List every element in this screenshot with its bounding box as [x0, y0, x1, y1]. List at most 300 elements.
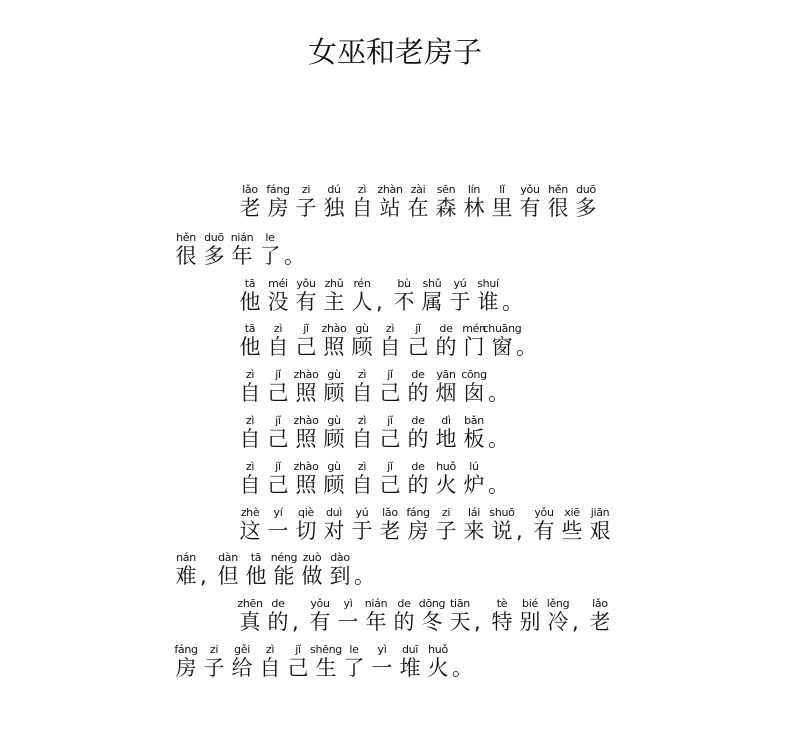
punctuation	[292, 597, 306, 635]
pinyin-label: zhào	[293, 368, 319, 381]
character-unit	[200, 231, 228, 269]
pinyin-label: mén	[462, 322, 486, 335]
pinyin-label: bié	[522, 597, 538, 610]
pinyin-label: zhàn	[377, 183, 403, 196]
hanzi-character: 囱	[463, 381, 485, 405]
hanzi-character: 些	[561, 519, 583, 543]
pinyin-label: méi	[268, 277, 288, 290]
hanzi-character: 很	[175, 244, 197, 268]
pinyin-label: shǔ	[422, 277, 442, 290]
character-unit	[292, 460, 320, 498]
hanzi-character: 的	[407, 473, 429, 497]
hanzi-character: 做	[301, 564, 323, 588]
pinyin-label: zhào	[293, 460, 319, 473]
hanzi-character: 了	[343, 656, 365, 680]
hanzi-character: 照	[295, 427, 317, 451]
hanzi-character: 顾	[323, 381, 345, 405]
hanzi-character: 。	[284, 244, 305, 268]
pinyin-label: jǐ	[275, 460, 281, 473]
character-unit	[376, 322, 404, 360]
character-unit	[558, 506, 586, 544]
character-unit	[264, 368, 292, 406]
character-unit	[446, 277, 474, 315]
character-unit	[326, 551, 354, 589]
hanzi-character: 多	[575, 196, 597, 220]
character-unit	[236, 460, 264, 498]
hanzi-character: 给	[231, 656, 253, 680]
punctuation	[488, 368, 509, 406]
hanzi-character: 没	[267, 290, 289, 314]
pinyin-label: jiān	[590, 506, 610, 519]
pinyin-label: tiān	[450, 597, 470, 610]
hanzi-character: 真	[239, 610, 261, 634]
hanzi-character: 自	[239, 381, 261, 405]
character-unit	[390, 597, 418, 635]
pinyin-label: nián	[364, 597, 388, 610]
hanzi-character: 火	[435, 473, 457, 497]
pinyin-label: jǐ	[415, 322, 421, 335]
character-unit	[404, 322, 432, 360]
character-unit	[172, 643, 200, 681]
pinyin-label: duì	[325, 506, 343, 519]
hanzi-character: 年	[231, 244, 253, 268]
pinyin-label: néng	[270, 551, 298, 564]
hanzi-character: 房	[175, 656, 197, 680]
pinyin-label: lǎo	[382, 506, 398, 519]
pinyin-label: zì	[357, 414, 367, 427]
character-unit	[460, 183, 488, 221]
character-unit	[474, 277, 502, 315]
hanzi-character: 站	[379, 196, 401, 220]
hanzi-character: 属	[421, 290, 443, 314]
pinyin-label: gěi	[234, 643, 250, 656]
character-unit	[586, 597, 614, 635]
character-unit	[320, 183, 348, 221]
pinyin-label: zì	[357, 183, 367, 196]
pinyin-label: zhào	[293, 414, 319, 427]
character-unit	[340, 643, 368, 681]
pinyin-label: zài	[410, 183, 426, 196]
character-unit	[404, 506, 432, 544]
page-title: 女巫和老房子	[307, 35, 482, 69]
hanzi-character: 他	[239, 335, 261, 359]
hanzi-character: 子	[203, 656, 225, 680]
hanzi-character: 人	[351, 290, 373, 314]
pinyin-label: tā	[244, 322, 256, 335]
character-unit	[362, 597, 390, 635]
pinyin-label: fáng	[174, 643, 198, 656]
pinyin-label: zì	[245, 460, 255, 473]
hanzi-character: 窗	[491, 335, 513, 359]
pinyin-label: jǐ	[387, 368, 393, 381]
pinyin-label: lái	[468, 506, 480, 519]
character-unit	[256, 231, 284, 269]
character-unit	[306, 597, 334, 635]
pinyin-label: de	[397, 597, 411, 610]
hanzi-character: 。	[488, 427, 509, 451]
pinyin-label: shēng	[310, 643, 342, 656]
hanzi-character: 在	[407, 196, 429, 220]
character-unit	[348, 460, 376, 498]
hanzi-character: ,	[376, 290, 383, 314]
character-unit	[214, 551, 242, 589]
hanzi-character: 。	[488, 473, 509, 497]
text-line	[236, 322, 537, 360]
hanzi-character: 独	[323, 196, 345, 220]
hanzi-character: 有	[309, 610, 331, 634]
hanzi-character: 炉	[463, 473, 485, 497]
character-unit	[264, 597, 292, 635]
hanzi-character: 说	[491, 519, 513, 543]
pinyin-label: le	[349, 643, 359, 656]
character-unit	[488, 506, 516, 544]
punctuation	[488, 460, 509, 498]
pinyin-label: yú	[355, 506, 369, 519]
pinyin-label: le	[265, 231, 275, 244]
character-unit	[172, 231, 200, 269]
character-unit	[292, 183, 320, 221]
character-unit	[256, 643, 284, 681]
character-unit	[516, 597, 544, 635]
text-line	[172, 551, 375, 589]
hanzi-character: 照	[295, 381, 317, 405]
character-unit	[446, 597, 474, 635]
hanzi-character: 主	[323, 290, 345, 314]
character-unit	[404, 368, 432, 406]
character-unit	[432, 368, 460, 406]
hanzi-character: 有	[519, 196, 541, 220]
pinyin-label: yì	[377, 643, 387, 656]
hanzi-character: 生	[315, 656, 337, 680]
hanzi-character: 林	[463, 196, 485, 220]
hanzi-character: 己	[287, 656, 309, 680]
pinyin-label: jǐ	[387, 414, 393, 427]
hanzi-character: 。	[516, 335, 537, 359]
pinyin-label: chuāng	[482, 322, 522, 335]
hanzi-character: 的	[407, 381, 429, 405]
character-unit	[236, 277, 264, 315]
pinyin-label: duō	[204, 231, 224, 244]
character-unit	[376, 460, 404, 498]
hanzi-character: 。	[502, 290, 523, 314]
hanzi-character: 。	[354, 564, 375, 588]
pinyin-label: zì	[273, 322, 283, 335]
hanzi-character: 子	[435, 519, 457, 543]
character-unit	[270, 551, 298, 589]
hanzi-character: 己	[407, 335, 429, 359]
character-unit	[460, 506, 488, 544]
hanzi-character: 难	[175, 564, 197, 588]
character-unit	[544, 597, 572, 635]
pinyin-label: jǐ	[275, 414, 281, 427]
pinyin-label: zì	[245, 414, 255, 427]
hanzi-character: 的	[435, 335, 457, 359]
hanzi-character: 板	[463, 427, 485, 451]
pinyin-label: dào	[330, 551, 350, 564]
character-unit	[292, 322, 320, 360]
character-unit	[530, 506, 558, 544]
character-unit	[292, 277, 320, 315]
pinyin-label: gù	[327, 368, 341, 381]
pinyin-label: rén	[353, 277, 371, 290]
character-unit	[432, 460, 460, 498]
pinyin-label: gù	[355, 322, 369, 335]
hanzi-character: 的	[407, 427, 429, 451]
pinyin-label: gù	[327, 460, 341, 473]
hanzi-character: 不	[393, 290, 415, 314]
pinyin-label: shuō	[489, 506, 515, 519]
hanzi-character: 特	[491, 610, 513, 634]
pinyin-label: sēn	[436, 183, 456, 196]
character-unit	[284, 643, 312, 681]
character-unit	[368, 643, 396, 681]
text-line	[236, 460, 509, 498]
pinyin-label: yǒu	[520, 183, 540, 196]
character-unit	[236, 183, 264, 221]
text-line	[236, 506, 614, 544]
character-unit	[348, 368, 376, 406]
hanzi-character: 己	[379, 473, 401, 497]
pinyin-label: zì	[245, 368, 255, 381]
pinyin-label: hěn	[176, 231, 196, 244]
punctuation	[452, 643, 473, 681]
character-unit	[334, 597, 362, 635]
hanzi-character: 但	[217, 564, 239, 588]
character-unit	[320, 506, 348, 544]
pinyin-label: de	[271, 597, 285, 610]
character-unit	[264, 277, 292, 315]
pinyin-label: lú	[469, 460, 479, 473]
hanzi-character: 于	[351, 519, 373, 543]
character-unit	[264, 414, 292, 452]
pinyin-label: cōng	[461, 368, 487, 381]
character-unit	[424, 643, 452, 681]
pinyin-label: lǎo	[242, 183, 258, 196]
character-unit	[228, 231, 256, 269]
hanzi-character: 自	[259, 656, 281, 680]
character-unit	[348, 322, 376, 360]
pinyin-label: tè	[496, 597, 508, 610]
hanzi-character: 。	[452, 656, 473, 680]
character-unit	[264, 506, 292, 544]
hanzi-character: 别	[519, 610, 541, 634]
hanzi-character: 一	[371, 656, 393, 680]
pinyin-label: zhè	[240, 506, 260, 519]
pinyin-label: de	[411, 414, 425, 427]
hanzi-character: 冷	[547, 610, 569, 634]
hanzi-character: 里	[491, 196, 513, 220]
pinyin-label: duī	[401, 643, 419, 656]
character-unit	[292, 506, 320, 544]
pinyin-label: jǐ	[295, 643, 301, 656]
hanzi-character: 很	[547, 196, 569, 220]
hanzi-character: 的	[393, 610, 415, 634]
hanzi-character: 自	[351, 427, 373, 451]
character-unit	[390, 277, 418, 315]
pinyin-label: zhēn	[237, 597, 263, 610]
pinyin-label: lǐ	[499, 183, 505, 196]
pinyin-label: zì	[385, 322, 395, 335]
hanzi-character: 顾	[323, 473, 345, 497]
character-unit	[418, 277, 446, 315]
pinyin-label: fáng	[266, 183, 290, 196]
hanzi-character: 能	[273, 564, 295, 588]
hanzi-character: 自	[239, 427, 261, 451]
pinyin-label: lěng	[546, 597, 570, 610]
character-unit	[320, 322, 348, 360]
hanzi-character: 门	[463, 335, 485, 359]
pinyin-label: qiè	[298, 506, 314, 519]
hanzi-character: 自	[239, 473, 261, 497]
character-unit	[242, 551, 270, 589]
pinyin-label: zì	[357, 460, 367, 473]
character-unit	[236, 414, 264, 452]
hanzi-character: 年	[365, 610, 387, 634]
hanzi-character: 冬	[421, 610, 443, 634]
character-unit	[236, 368, 264, 406]
pinyin-label: zì	[265, 643, 275, 656]
hanzi-character: 老	[239, 196, 261, 220]
character-unit	[404, 460, 432, 498]
character-unit	[376, 414, 404, 452]
punctuation	[516, 506, 530, 544]
hanzi-character: 老	[379, 519, 401, 543]
hanzi-character: 己	[379, 381, 401, 405]
pinyin-label: yǒu	[296, 277, 316, 290]
character-unit	[298, 551, 326, 589]
pinyin-label: jǐ	[303, 322, 309, 335]
pinyin-label: nián	[230, 231, 254, 244]
punctuation	[572, 597, 586, 635]
hanzi-character: 谁	[477, 290, 499, 314]
character-unit	[376, 506, 404, 544]
pinyin-label: zì	[357, 368, 367, 381]
character-unit	[482, 322, 522, 360]
hanzi-character: 了	[259, 244, 281, 268]
pinyin-label: tā	[244, 277, 256, 290]
character-unit	[516, 183, 544, 221]
character-unit	[572, 183, 600, 221]
pinyin-label: huǒ	[428, 643, 448, 656]
hanzi-character: 他	[245, 564, 267, 588]
punctuation	[502, 277, 523, 315]
pinyin-label: huǒ	[436, 460, 456, 473]
character-unit	[460, 368, 488, 406]
hanzi-character: 地	[435, 427, 457, 451]
hanzi-character: 老	[589, 610, 611, 634]
punctuation	[284, 231, 305, 269]
character-unit	[376, 183, 404, 221]
character-unit	[320, 460, 348, 498]
pinyin-label: de	[411, 368, 425, 381]
pinyin-label: zi	[301, 183, 311, 196]
character-unit	[236, 597, 264, 635]
hanzi-character: 房	[267, 196, 289, 220]
hanzi-character: 这	[239, 519, 261, 543]
hanzi-character: 己	[267, 427, 289, 451]
hanzi-character: 天	[449, 610, 471, 634]
character-unit	[264, 322, 292, 360]
text-line	[172, 643, 473, 681]
pinyin-label: nán	[176, 551, 196, 564]
pinyin-label: dàn	[218, 551, 238, 564]
pinyin-label: fáng	[406, 506, 430, 519]
pinyin-label: yú	[453, 277, 467, 290]
hanzi-character: 有	[295, 290, 317, 314]
character-unit	[432, 322, 460, 360]
text-line	[236, 597, 614, 635]
punctuation	[376, 277, 390, 315]
character-unit	[348, 506, 376, 544]
character-unit	[432, 183, 460, 221]
character-unit	[348, 414, 376, 452]
hanzi-character: 切	[295, 519, 317, 543]
pinyin-label: duō	[576, 183, 596, 196]
hanzi-character: 顾	[351, 335, 373, 359]
character-unit	[320, 368, 348, 406]
pinyin-label: dì	[441, 414, 451, 427]
pinyin-label: de	[439, 322, 453, 335]
character-unit	[236, 506, 264, 544]
character-unit	[264, 183, 292, 221]
pinyin-label: zi	[209, 643, 219, 656]
character-unit	[396, 643, 424, 681]
hanzi-character: 一	[337, 610, 359, 634]
pinyin-label: shuí	[477, 277, 499, 290]
pinyin-label: yí	[273, 506, 283, 519]
hanzi-character: ,	[572, 610, 579, 634]
punctuation	[200, 551, 214, 589]
pinyin-label: xiē	[564, 506, 580, 519]
hanzi-character: 自	[267, 335, 289, 359]
hanzi-character: ,	[474, 610, 481, 634]
pinyin-label: lín	[467, 183, 481, 196]
character-unit	[292, 414, 320, 452]
hanzi-character: ,	[200, 564, 207, 588]
character-unit	[404, 414, 432, 452]
character-unit	[432, 506, 460, 544]
character-unit	[460, 460, 488, 498]
punctuation	[488, 414, 509, 452]
character-unit	[200, 643, 228, 681]
pinyin-label: yì	[343, 597, 353, 610]
hanzi-character: 对	[323, 519, 345, 543]
pinyin-label: jǐ	[387, 460, 393, 473]
character-unit	[586, 506, 614, 544]
pinyin-label: zhǔ	[324, 277, 344, 290]
punctuation	[354, 551, 375, 589]
text-line	[236, 183, 600, 221]
pinyin-label: lǎo	[592, 597, 608, 610]
hanzi-character: 一	[267, 519, 289, 543]
text-line	[236, 277, 523, 315]
character-unit	[348, 277, 376, 315]
pinyin-label: hěn	[548, 183, 568, 196]
hanzi-character: 多	[203, 244, 225, 268]
hanzi-character: 自	[351, 473, 373, 497]
punctuation	[516, 322, 537, 360]
hanzi-character: 自	[379, 335, 401, 359]
hanzi-character: 有	[533, 519, 555, 543]
hanzi-character: 顾	[323, 427, 345, 451]
pinyin-label: gù	[327, 414, 341, 427]
pinyin-label: bù	[397, 277, 411, 290]
character-unit	[172, 551, 200, 589]
hanzi-character: 到	[329, 564, 351, 588]
pinyin-label: dōng	[418, 597, 446, 610]
pinyin-label: tā	[250, 551, 262, 564]
hanzi-character: 森	[435, 196, 457, 220]
